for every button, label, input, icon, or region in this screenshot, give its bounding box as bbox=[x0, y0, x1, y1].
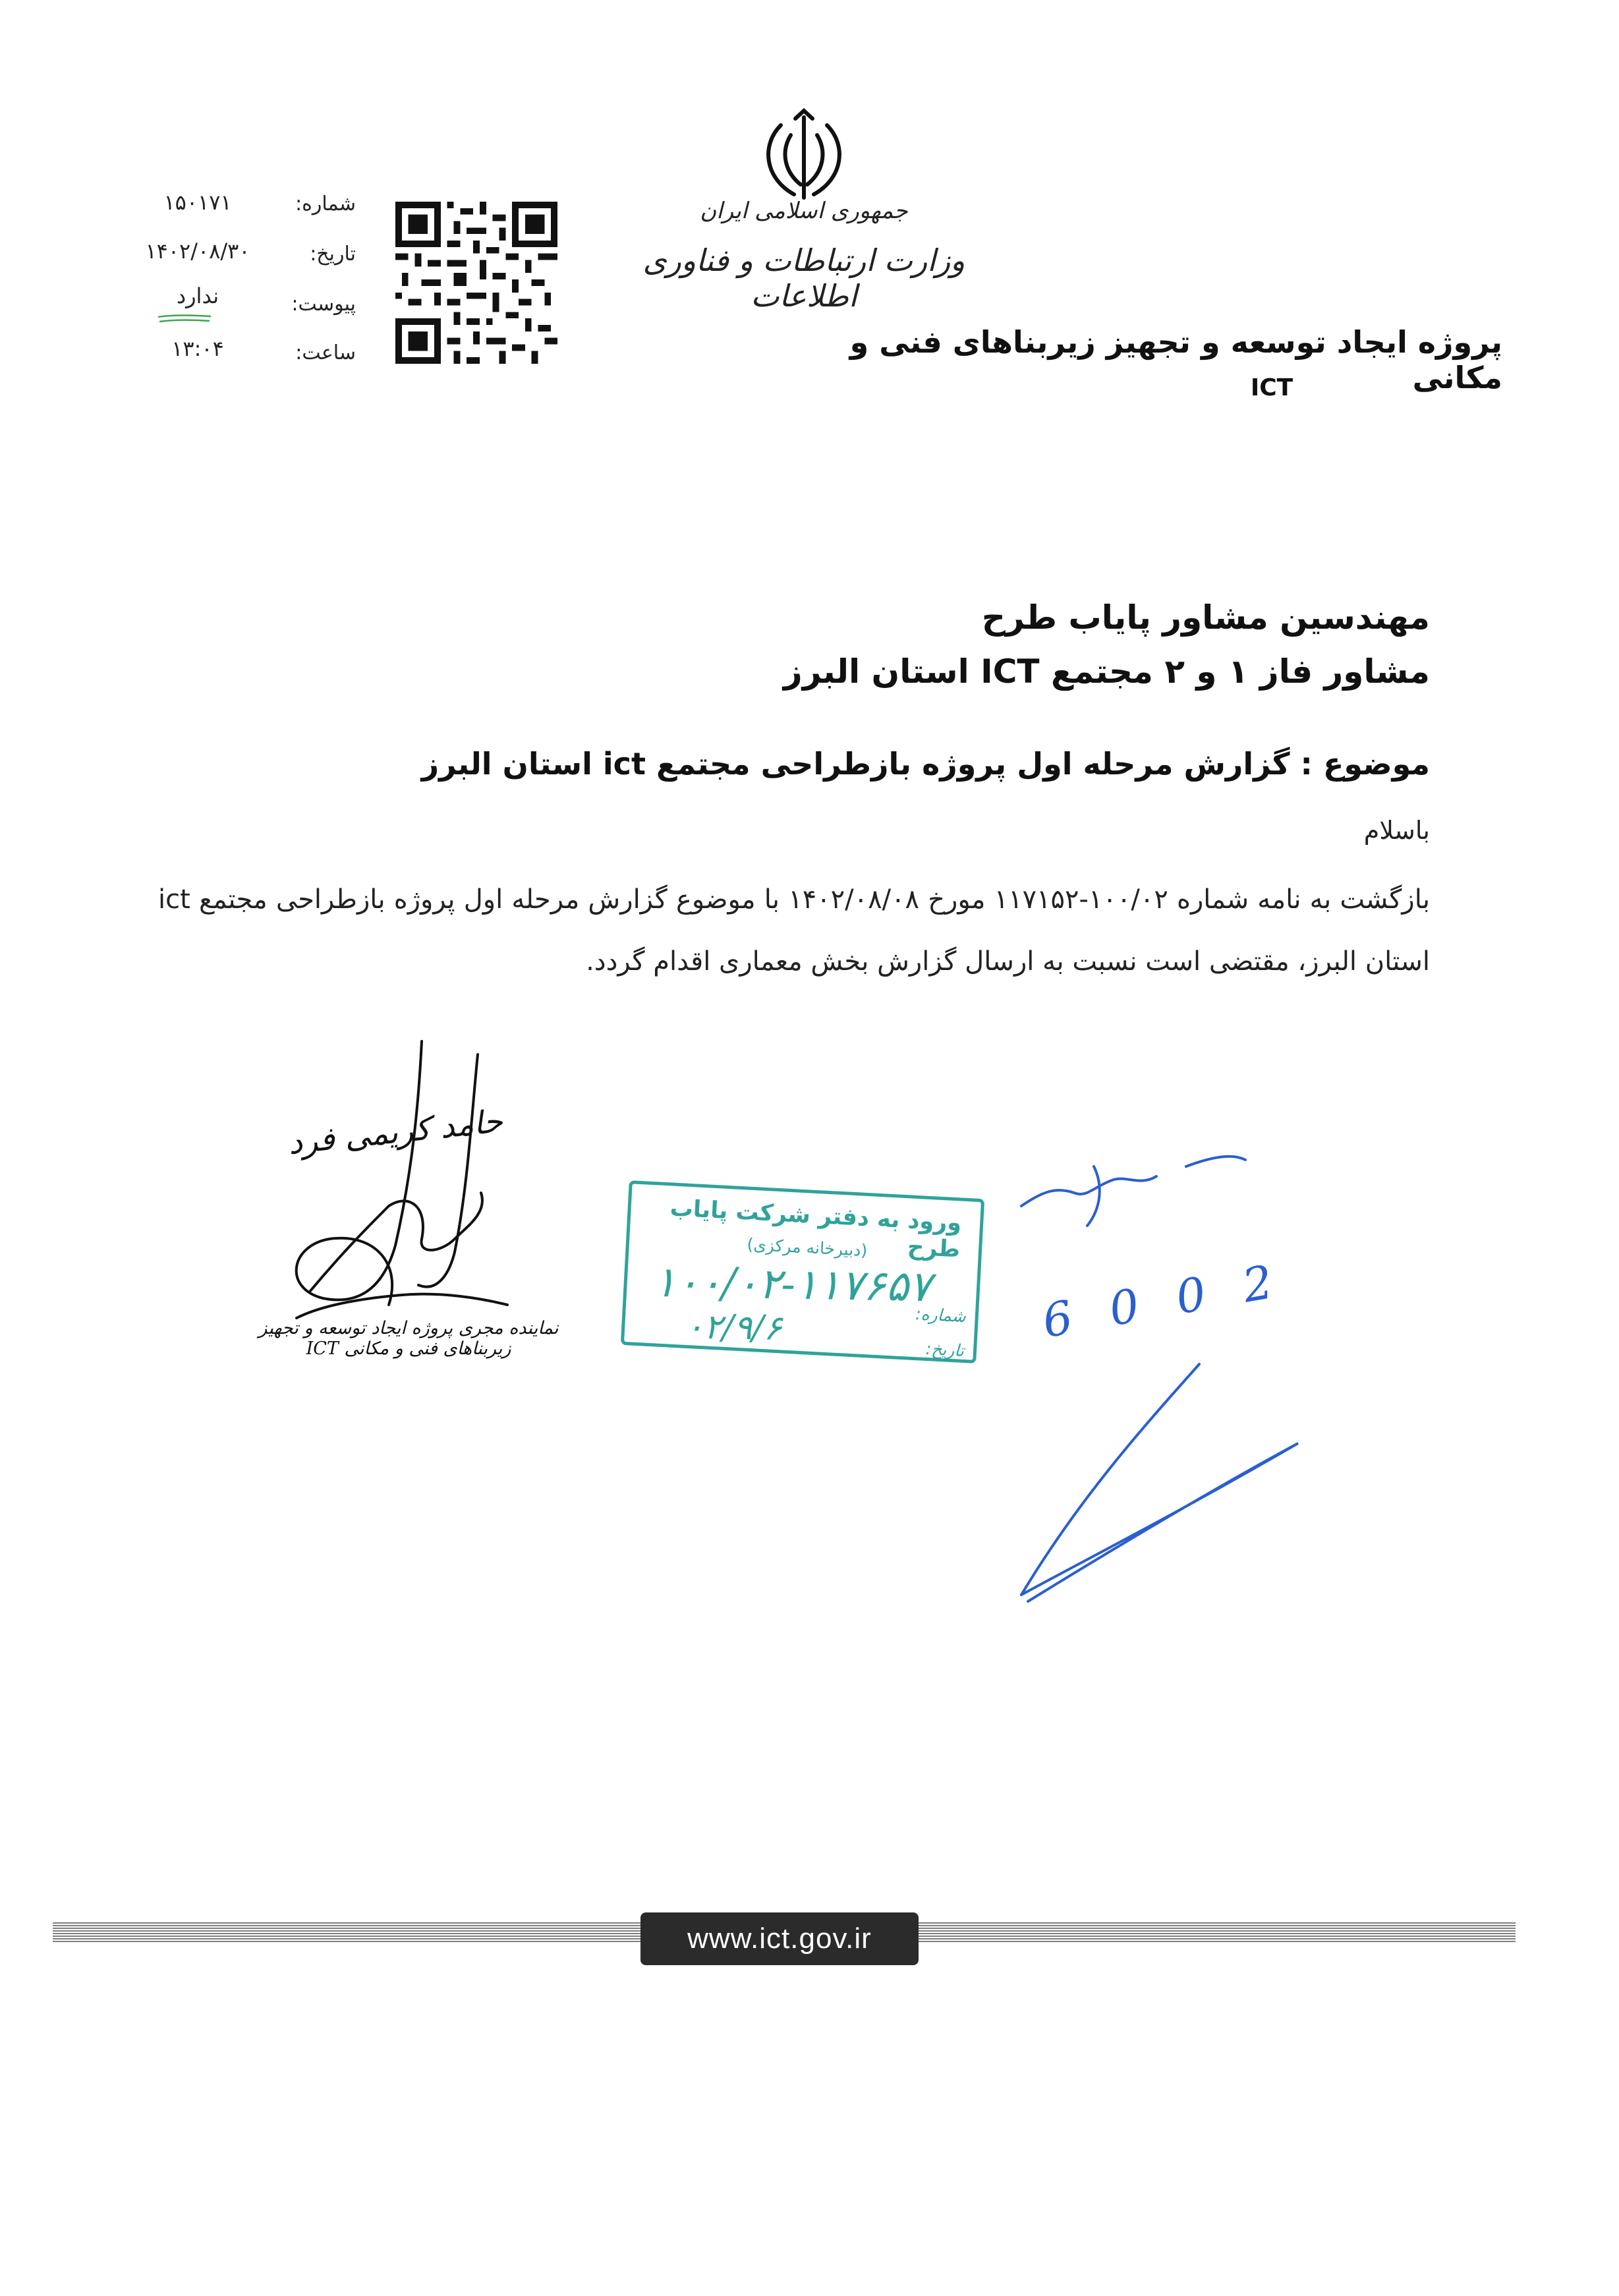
handwritten-code: 6 0 0 2 bbox=[1038, 1252, 1289, 1349]
number-value: ۱۵۰۱۷۱ bbox=[163, 190, 232, 215]
number-label: شماره: bbox=[295, 192, 356, 215]
stamp-date-value: ۰۲/۹/۶ bbox=[685, 1307, 783, 1348]
letter-body: بازگشت به نامه شماره ۱۰۰/۰۲-۱۱۷۱۵۲ مورخ ۱۴۰۲/۰۸/۰۸ با موضوع گزارش مرحله اول پروژه بازطراحی مجتمع ict استان البرز، مقتضی است نسبت به ارسال گزارش بخش معماری اقدام گردد. bbox=[158, 884, 1431, 977]
project-subtitle: ICT bbox=[1250, 374, 1293, 401]
date-label: تاریخ: bbox=[310, 243, 356, 266]
time-label: ساعت: bbox=[295, 341, 356, 364]
signer-title: نماینده مجری پروژه ایجاد توسعه و تجهیز زیربناهای فنی و مکانی ICT bbox=[258, 1318, 559, 1359]
government-name: جمهوری اسلامی ایران bbox=[700, 198, 908, 224]
date-value: ۱۴۰۲/۰۸/۳۰ bbox=[145, 239, 250, 264]
letter-greeting: باسلام bbox=[1363, 816, 1430, 845]
signature-scribble-icon bbox=[270, 1028, 534, 1338]
attachment-underline-mark bbox=[157, 313, 212, 325]
project-title: پروژه ایجاد توسعه و تجهیز زیربناهای فنی و مکانی bbox=[849, 324, 1502, 395]
stamp-number-label: شماره: bbox=[915, 1304, 967, 1327]
stamp-title: ورود به دفتر شرکت پایاب طرح bbox=[669, 1195, 963, 1263]
received-stamp bbox=[621, 1180, 984, 1363]
stamp-subtitle: (دبیرخانه مرکزی) bbox=[746, 1234, 868, 1261]
attachment-value: ندارد bbox=[176, 283, 219, 308]
handwritten-annotation-icon bbox=[1015, 1147, 1357, 1608]
recipient-line-1: مهندسین مشاور پایاب طرح bbox=[981, 598, 1430, 637]
ministry-name: وزارت ارتباطات و فناوری اطلاعات bbox=[642, 243, 965, 314]
recipient-line-2: مشاور فاز ۱ و ۲ مجتمع ICT استان البرز bbox=[783, 652, 1430, 691]
attachment-label: پیوست: bbox=[291, 293, 356, 316]
qr-code-icon bbox=[395, 202, 557, 364]
iran-emblem-icon bbox=[754, 105, 853, 211]
time-value: ۱۳:۰۴ bbox=[171, 336, 224, 361]
signer-name: حامد کریمی فرد bbox=[286, 1103, 505, 1162]
stamp-date-label: تاریخ: bbox=[925, 1338, 965, 1360]
footer-website-link[interactable]: www.ict.gov.ir bbox=[640, 1912, 919, 1965]
letter-subject: موضوع : گزارش مرحله اول پروژه بازطراحی مجتمع ict استان البرز bbox=[421, 746, 1430, 782]
stamp-number-value: ۱۰۰/۰۲-۱۱۷۶۵۷ bbox=[653, 1257, 932, 1312]
